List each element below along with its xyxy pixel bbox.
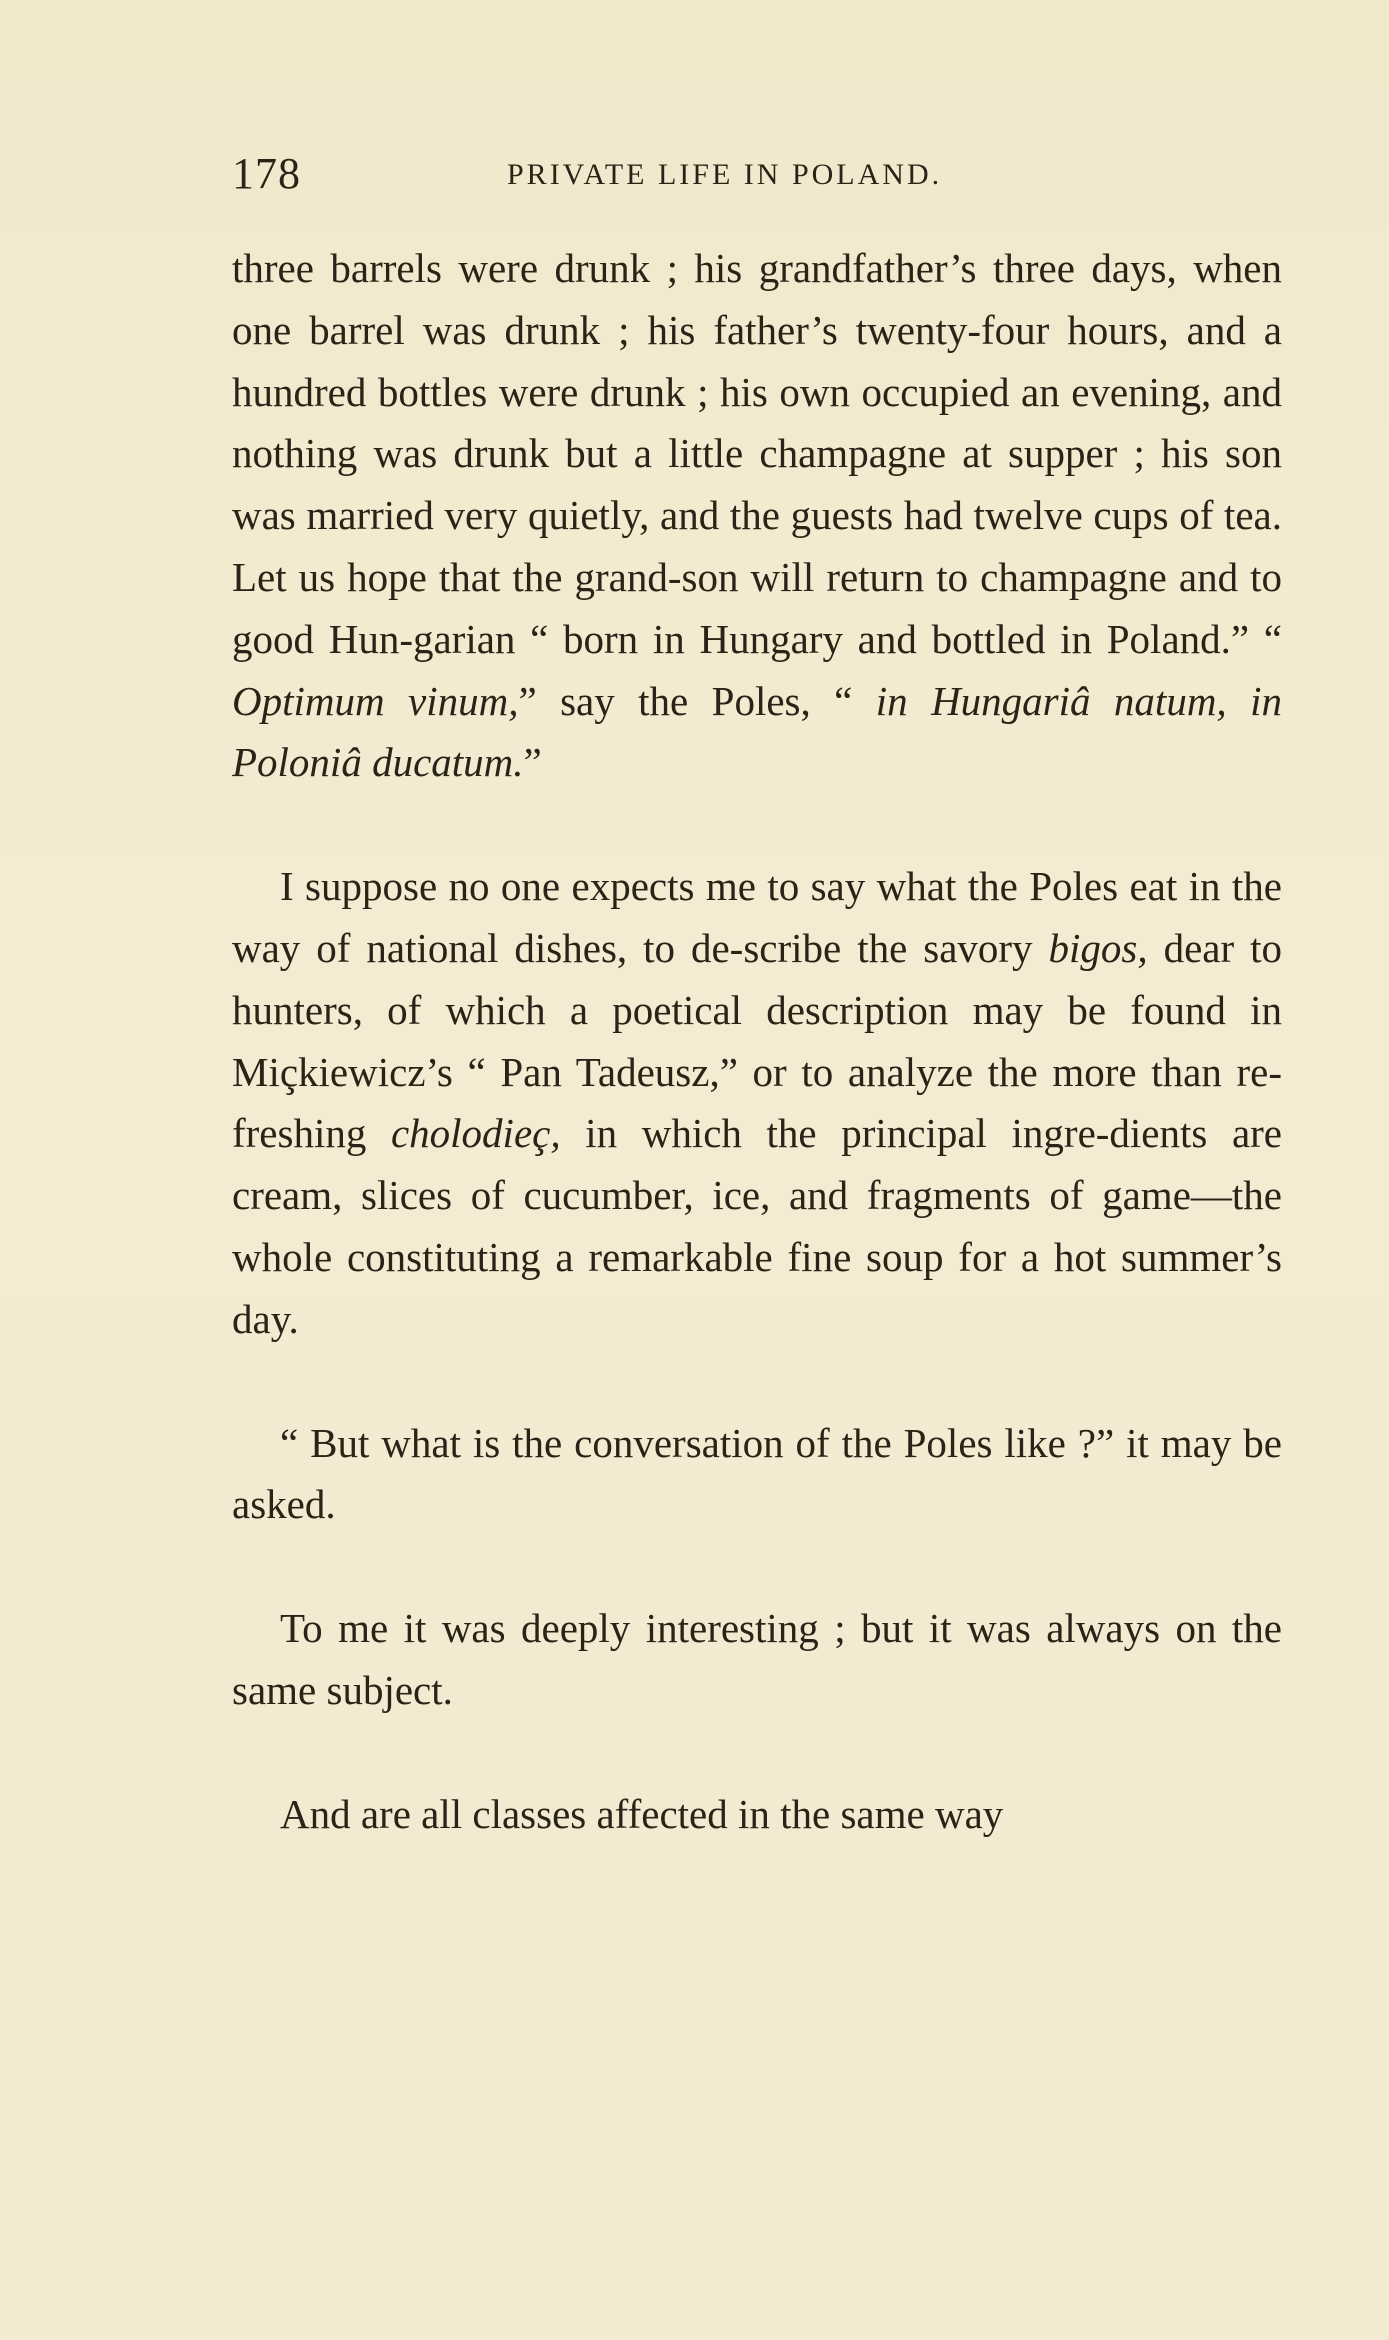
italic-latin-phrase: in Hungariâ natum, in Poloniâ ducatum. xyxy=(232,677,1282,786)
paragraph-gap xyxy=(232,1536,1282,1598)
paragraph-gap xyxy=(232,1722,1282,1784)
italic-dish-name: cholodieç, xyxy=(390,1110,561,1157)
paragraph-3 xyxy=(232,1413,1282,1537)
text-segment: in which the principal ingre-dients are cream, slices of cucumber, ice, and fragments of game—the whole constituting a remarkable fine soup for a hot summer’s day. xyxy=(232,1110,1283,1342)
text-segment: dear to hunters, of which a poetical description may be found in Miçkiewicz’s “ Pan Tadeusz,” or to analyze the more than re-freshing xyxy=(232,924,1282,1157)
body-text xyxy=(232,238,1282,1846)
paragraph-2 xyxy=(232,856,1282,1350)
paragraph-4 xyxy=(232,1598,1282,1722)
text-segment: And are all classes affected in the same way xyxy=(280,1790,1004,1837)
page-number: 178 xyxy=(232,149,301,198)
text-segment: “ But what is the conversation of the Poles like ?” it may be asked. xyxy=(232,1419,1282,1528)
text-segment: ” say the Poles, “ xyxy=(518,677,876,724)
text-segment: To me it was deeply interesting ; but it was always on the same subject. xyxy=(232,1605,1282,1713)
italic-dish-name: bigos, xyxy=(1048,924,1148,971)
text-segment: ” xyxy=(523,739,542,786)
paragraph-gap xyxy=(232,794,1282,856)
paragraph-gap xyxy=(232,1351,1282,1413)
text-segment: three barrels were drunk ; his grandfather’s three days, when one barrel was drunk ; his father’s twenty-four hours, and a hundred bottles were drunk ; his own occupied an evening, and nothing was drunk but a little champagne at supper ; his son was married very quietly, and the guests had twelve cups of tea. Let us hope that the grand-son will return to champagne and to good Hun-garian “ born in Hungary and bottled in Poland.” “ xyxy=(232,245,1282,662)
page-header xyxy=(232,148,1282,198)
text-segment: I suppose no one expects me to say what the Poles eat in the way of national dishes, to de-scribe the savory xyxy=(232,863,1282,971)
paragraph-5 xyxy=(232,1784,1282,1846)
paragraph-1 xyxy=(232,238,1282,794)
running-head: PRIVATE LIFE IN POLAND. xyxy=(507,158,943,191)
italic-latin-phrase: Optimum vinum, xyxy=(232,677,519,724)
